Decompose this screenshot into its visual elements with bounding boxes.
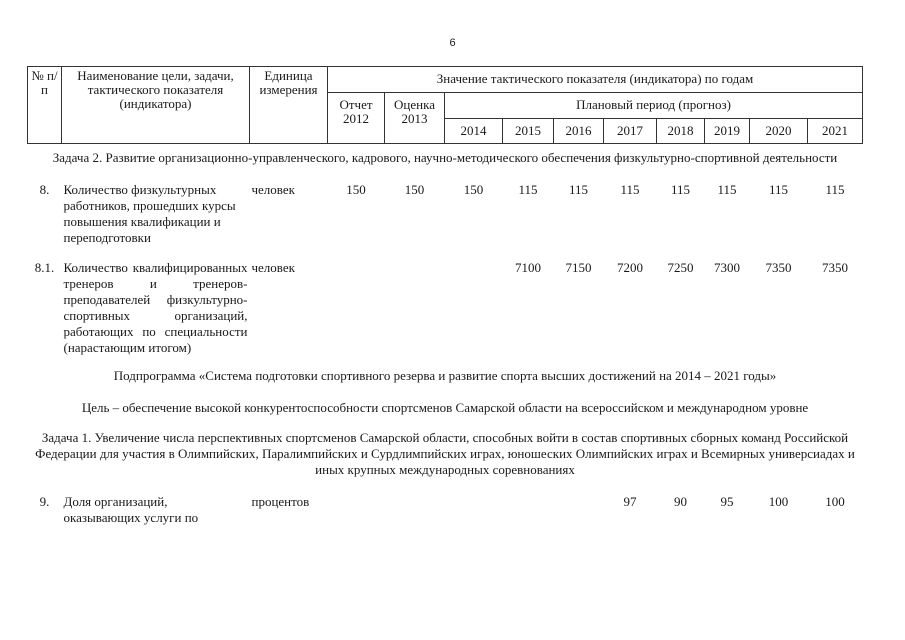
goal-heading: Цель – обеспечение высокой конкурентоспособности спортсменов Самарской области на всероссийском и международном уровне bbox=[81, 400, 809, 415]
value-cell bbox=[328, 494, 385, 526]
header-year: 2021 bbox=[808, 119, 863, 144]
value-cell bbox=[445, 260, 503, 368]
table-row bbox=[28, 494, 863, 526]
value-cell: 115 bbox=[568, 182, 589, 197]
value-cell: 115 bbox=[768, 182, 789, 197]
value-cell: 7350 bbox=[765, 260, 792, 275]
value-cell: 90 bbox=[674, 494, 687, 509]
header-unit: Единица измерения bbox=[250, 67, 328, 144]
value-cell: 7200 bbox=[617, 260, 643, 275]
value-cell: 115 bbox=[518, 182, 538, 197]
value-cell: 150 bbox=[404, 182, 425, 197]
unit-cell: процентов bbox=[251, 494, 310, 509]
value-cell: 7100 bbox=[515, 260, 541, 275]
task-2-heading: Задача 2. Развитие организационно-управленческого, кадрового, научно-методического обеспечения физкультурно-спортивной деятельности bbox=[52, 150, 838, 165]
value-cell bbox=[445, 494, 503, 526]
row-number: 9. bbox=[39, 494, 50, 509]
value-cell: 115 bbox=[620, 182, 640, 197]
value-cell: 7350 bbox=[822, 260, 849, 275]
indicator-name: Количество квалифицированных тренеров и тренеров-преподавателей физкультурно-спортивных организаций, работающих по специальности (нарастающим итогом) bbox=[63, 260, 248, 355]
header-no: № п/п bbox=[28, 67, 62, 144]
value-cell bbox=[385, 260, 445, 368]
header-plan: Плановый период (прогноз) bbox=[445, 93, 863, 119]
value-cell: 7150 bbox=[565, 260, 592, 275]
subprogram-heading: Подпрограмма «Система подготовки спортивного резерва и развитие спорта высших достижений на 2014 – 2021 годы» bbox=[113, 368, 777, 383]
header-year: 2017 bbox=[604, 119, 657, 144]
header-values: Значение тактического показателя (индикатора) по годам bbox=[328, 67, 863, 93]
task-1-row bbox=[28, 430, 863, 494]
indicators-table bbox=[27, 66, 863, 526]
header-report: Отчет 2012 bbox=[328, 93, 385, 144]
value-cell: 150 bbox=[463, 182, 484, 197]
page-number: 6 bbox=[449, 37, 456, 49]
header-year: 2018 bbox=[657, 119, 705, 144]
header-estimate: Оценка 2013 bbox=[385, 93, 445, 144]
value-cell: 150 bbox=[346, 182, 366, 197]
value-cell bbox=[328, 260, 385, 368]
unit-cell: человек bbox=[251, 260, 295, 275]
value-cell: 100 bbox=[768, 494, 789, 509]
value-cell bbox=[503, 494, 554, 526]
table-row bbox=[28, 260, 863, 368]
header-name: Наименование цели, задачи, тактического показателя (индикатора) bbox=[62, 67, 250, 144]
unit-cell: человек bbox=[251, 182, 295, 197]
header-year: 2015 bbox=[503, 119, 554, 144]
value-cell: 7250 bbox=[667, 260, 694, 275]
value-cell: 100 bbox=[825, 494, 845, 509]
header-year: 2020 bbox=[750, 119, 808, 144]
subprogram-row bbox=[28, 368, 863, 400]
header-row-1 bbox=[28, 67, 863, 93]
value-cell bbox=[554, 494, 604, 526]
header-year: 2019 bbox=[705, 119, 750, 144]
header-year: 2016 bbox=[554, 119, 604, 144]
row-number: 8.1. bbox=[34, 260, 55, 275]
task-1-heading: Задача 1. Увеличение числа перспективных спортсменов Самарской области, способных войти в состав спортивных сборных команд Российской Федерации для участия в Олимпийских, Паралимпийских и Сурдлимпийских играх, юношеских Олимпийских играх и Всемирных универсиадах и иных крупных международных соревнованиях bbox=[35, 430, 855, 477]
value-cell: 7300 bbox=[714, 260, 740, 275]
header-year: 2014 bbox=[445, 119, 503, 144]
value-cell: 115 bbox=[825, 182, 845, 197]
value-cell: 95 bbox=[720, 494, 734, 509]
goal-row bbox=[28, 400, 863, 430]
task-2-row bbox=[28, 144, 863, 183]
value-cell: 115 bbox=[717, 182, 737, 197]
value-cell: 97 bbox=[623, 494, 637, 509]
value-cell bbox=[385, 494, 445, 526]
row-number: 8. bbox=[39, 182, 50, 197]
table-row bbox=[28, 182, 863, 260]
indicator-name: Количество физкультурных работников, прошедших курсы повышения квалификации и переподготовки bbox=[63, 182, 236, 245]
value-cell: 115 bbox=[670, 182, 691, 197]
indicator-name: Доля организаций, оказывающих услуги по bbox=[63, 494, 199, 525]
